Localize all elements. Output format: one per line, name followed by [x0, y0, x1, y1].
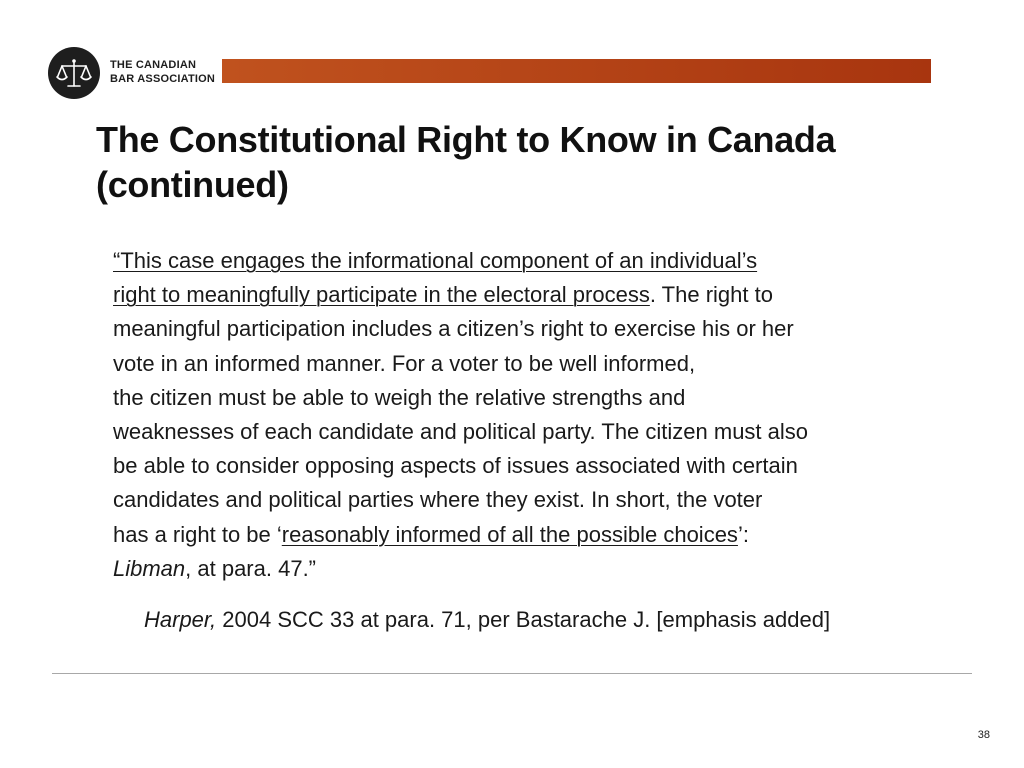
quote-line-9-end: ’: — [737, 521, 749, 547]
quote-line-2-rest: . The right to — [649, 282, 773, 308]
footer-divider — [52, 673, 972, 674]
quote-text — [113, 244, 943, 586]
quote-line-4: vote in an informed manner. For a voter to be well informed, — [113, 350, 696, 376]
quote-line-3: meaningful participation includes a citizen’s right to exercise his or her — [113, 316, 794, 342]
quote-line-8: candidates and political parties where they exist. In short, the voter — [113, 487, 763, 513]
quote-underlined-3: reasonably informed of all the possible choices — [281, 521, 738, 547]
title-line-2: (continued) — [96, 164, 289, 205]
scales-of-justice-icon — [48, 47, 100, 99]
logo-line-2: BAR ASSOCIATION — [110, 73, 216, 85]
quote-underlined-1: “This case engages the informational component of an individual’s — [113, 248, 758, 273]
page-number: 38 — [977, 729, 990, 741]
quote-line-6: weaknesses of each candidate and political party. The citizen must also — [113, 419, 809, 445]
title-line-1: The Constitutional Right to Know in Canada — [96, 119, 836, 160]
quote-line-5: the citizen must be able to weigh the relative strengths and — [113, 384, 686, 410]
header-accent-bar — [222, 59, 931, 83]
quote-line-10-rest: , at para. 47.” — [185, 555, 317, 581]
cba-logo — [48, 47, 218, 99]
citation-rest: 2004 SCC 33 at para. 71, per Bastarache J. [emphasis added] — [216, 607, 831, 632]
quote-line-9-start: has a right to be ‘ — [113, 521, 282, 547]
citation — [144, 603, 964, 637]
logo-wordmark — [110, 58, 215, 86]
quote-line-7: be able to consider opposing aspects of issues associated with certain — [113, 453, 798, 479]
quote-case-name: Libman — [113, 555, 186, 581]
logo-line-1: THE CANADIAN — [110, 59, 197, 71]
quote-underlined-2: right to meaningfully participate in the electoral process — [113, 282, 650, 308]
citation-case-name: Harper, — [144, 607, 217, 632]
slide-title — [96, 117, 976, 207]
